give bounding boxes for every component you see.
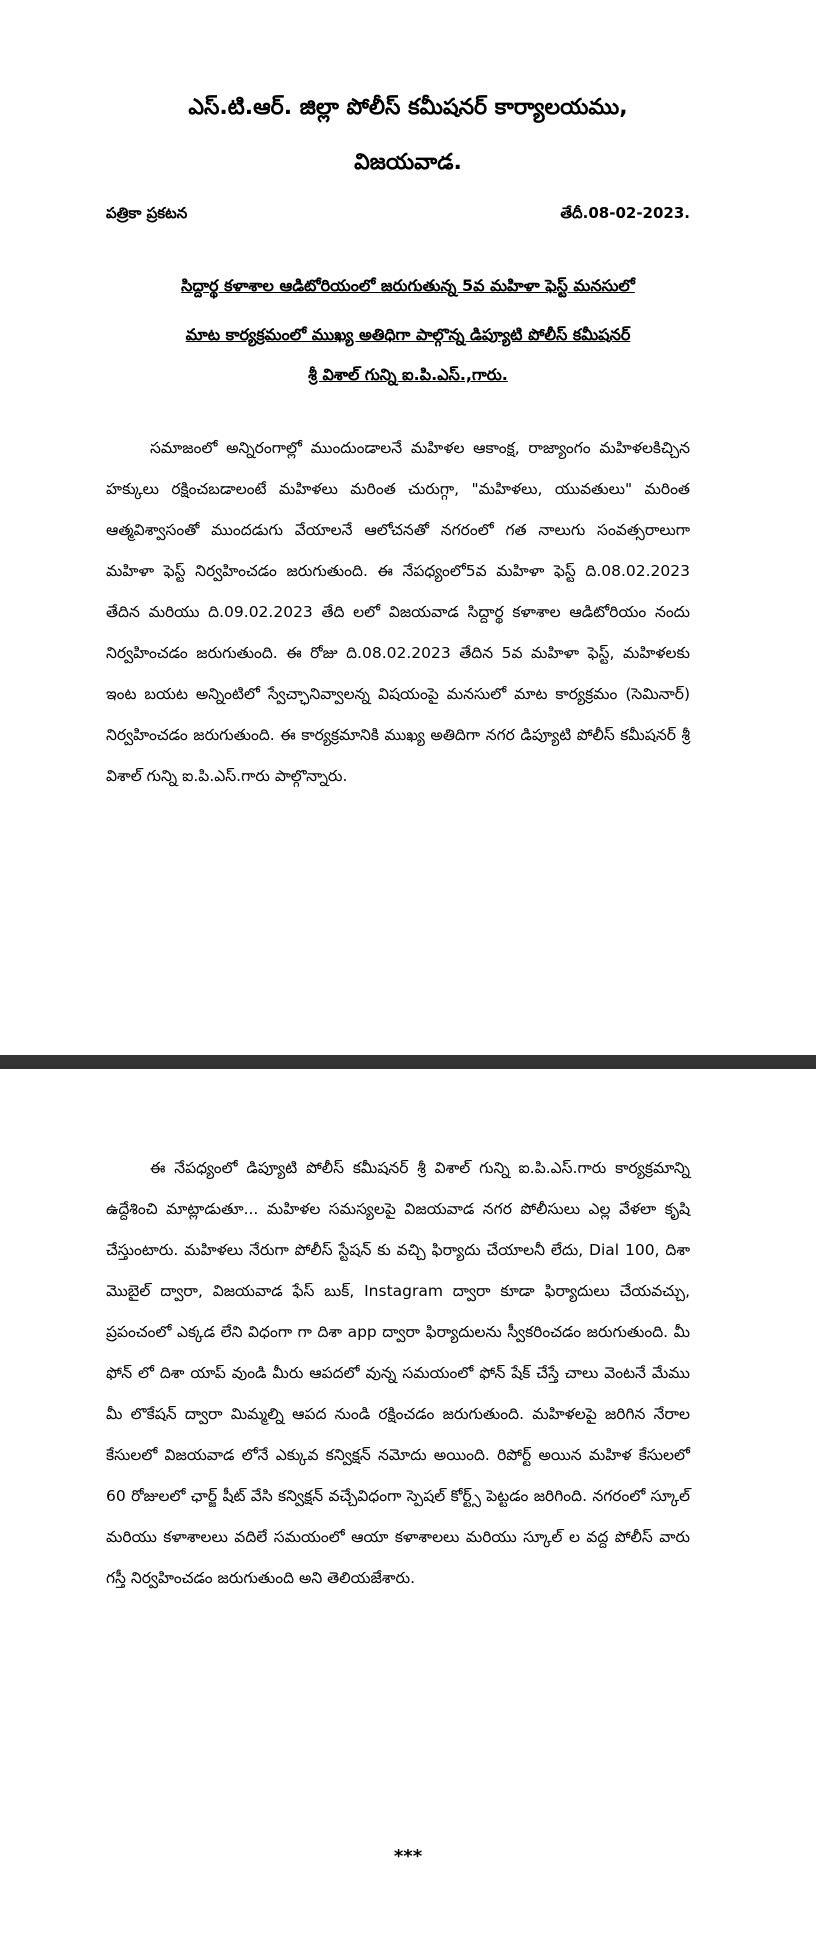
release-date: తేదీ.08-02-2023. [560, 204, 690, 222]
subject-line-2: మాట కార్యక్రమంలో ముఖ్య అతిధిగా పాల్గొన్న డిప్యూటి పోలీస్ కమీషనర్ [185, 325, 631, 344]
page-divider [0, 1055, 816, 1069]
office-title: ఎస్.టి.ఆర్. జిల్లా పోలీస్ కమీషనర్ కార్యాలయము, [188, 95, 628, 120]
end-mark: *** [393, 1846, 423, 1867]
body-paragraph-2: ఈ నేపధ్యంలో డిప్యూటి పోలీస్ కమీషనర్ శ్రీ విశాల్ గున్ని ఐ.పి.ఎస్.గారు కార్యక్రమాన్ని ఉద్దేశించి మాట్లాడుతూ... మహిళల సమస్యలపై విజయవాడ నగర పోలీసులు ఎల్ల వేళలా కృషి చేస్తుంటారు. మహిళలు నేరుగా పోలీస్ స్టేషన్ కు వచ్చి ఫిర్యాదు చేయాలనీ లేదు, Dial 100, దిశా మొబైల్ ద్వారా, విజయవాడ ఫేస్ బుక్, Instagram ద్వారా కూడా ఫిర్యాదులు చేయవచ్చు, ప్రపంచంలో ఎక్కడ లేని విధంగా గా దిశా app ద్వారా ఫిర్యాదులను స్వీకరించడం జరుగుతుంది. మీ ఫోన్ లో దిశా యాప్ వుండి మీరు ఆపదలో వున్న సమయంలో ఫోన్ షేక్ చేస్తే చాలు వెంటనే మేము మీ లొకేషన్ ద్వారా మిమ్మల్ని ఆపద నుండి రక్షించడం జరుగుతుంది. మహిళలపై జరిగిన నేరాల కేసులలో విజయవాడ లోనే ఎక్కువ కన్విక్షన్ నమోదు అయింది. రిపోర్ట్ అయిన మహిళ కేసులలో 60 రోజులలో ఛార్జ్ షీట్ వేసి కన్విక్షన్ వచ్చేవిధంగా స్పెషల్ కోర్ట్స్ పెట్టడం జరిగింది. నగరంలో స్కూల్ మరియు కళాశాలలు వదిలే సమయంలో ఆయా కళాశాలలు మరియు స్కూల్ ల వద్ద పోలీస్ వారు గస్తీ నిర్వహించడం జరుగుతుంది అని తెలియజేశారు. [106, 1159, 690, 1587]
subject-line-3: శ్రీ విశాల్ గున్ని ఐ.పి.ఎస్.,గారు. [308, 365, 508, 384]
press-release-label: పత్రికా ప్రకటన [106, 204, 188, 222]
subject-line-1: సిద్దార్థ కళాశాల ఆడిటోరియంలో జరుగుతున్న 5వ మహిళా ఫెస్ట్ మనసులో [181, 276, 635, 295]
body-paragraph-1: సమాజంలో అన్నిరంగాల్లో ముందుండాలనే మహిళల ఆకాంక్ష, రాజ్యాంగం మహిళలకిచ్చిన హక్కులు రక్షించబడాలంటే మహిళలు మరింత చురుగ్గా, "మహిళలు, యువతులు" మరింత ఆత్మవిశ్వాసంతో ముందడుగు వేయాలనే ఆలోచనతో నగరంలో గత నాలుగు సంవత్సరాలుగా మహిళా ఫెస్ట్ నిర్వహించడం జరుగుతుంది. ఈ నేపధ్యంలో5వ మహిళా ఫెస్ట్ ది.08.02.2023 తేదిన మరియు ది.09.02.2023 తేది లలో విజయవాడ సిద్దార్థ కళాశాల ఆడిటోరియం నందు నిర్వహించడం జరుగుతుంది. ఈ రోజు ది.08.02.2023 తేదిన 5వ మహిళా ఫెస్ట్, మహిళలకు ఇంట బయట అన్నింటిలో స్వేచ్ఛానివ్వాలన్న విషయంపై మనసులో మాట కార్యక్రమం (సెమినార్) నిర్వహించడం జరుగుతుంది. ఈ కార్యక్రమానికి ముఖ్య అతిదిగా నగర డిప్యూటి పోలీస్ కమీషనర్ శ్రీ విశాల్ గున్ని ఐ.పి.ఎస్.గారు పాల్గొన్నారు. [106, 439, 690, 785]
office-city: విజయవాడ. [354, 150, 462, 175]
